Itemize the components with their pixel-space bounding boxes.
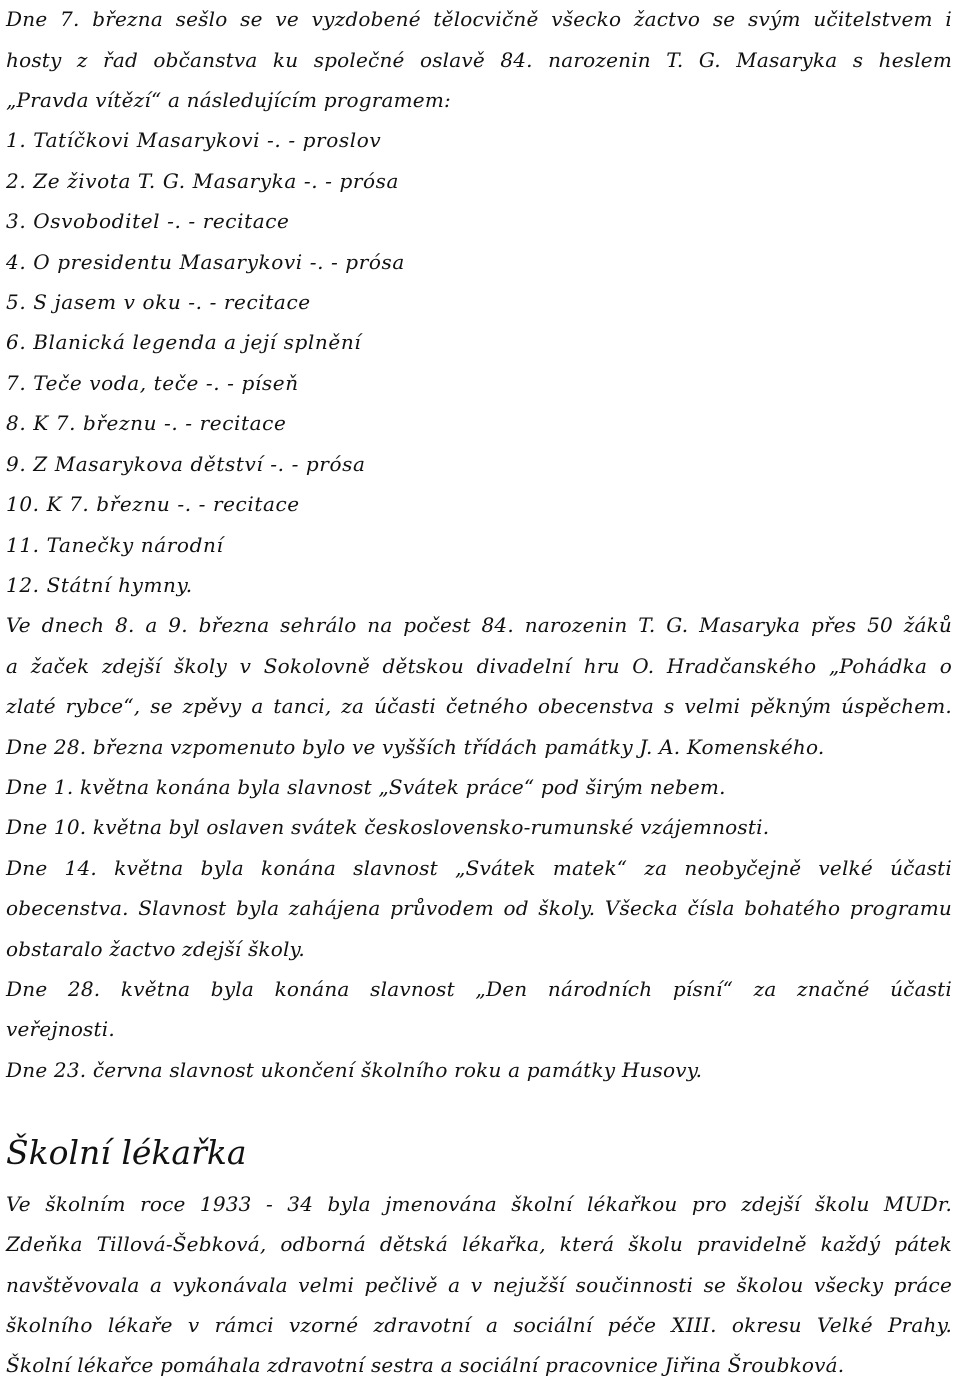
text-line: hosty z řad občanstva ku společné oslavě 84. narozenin T. G. Masaryka s heslem <box>6 48 952 72</box>
text-line: a žaček zdejší školy v Sokolovně dětskou divadelní hru O. Hradčanského „Pohádka o <box>6 654 952 678</box>
text-line: Dne 28. května byla konána slavnost „Den národních písní“ za značné účasti <box>6 977 952 1001</box>
text-line: zlaté rybce“, se zpěvy a tanci, za účasti četného obecenstva s velmi pěkným úspěchem. <box>6 694 952 718</box>
text-line: Dne 10. května byl oslaven svátek československo-rumunské vzájemnosti. <box>6 815 770 839</box>
text-line: Dne 23. června slavnost ukončení školního roku a památky Husovy. <box>6 1058 703 1082</box>
program-item: 2. Ze života T. G. Masaryka -. - prósa <box>6 169 400 193</box>
text-line: obecenstva. Slavnost byla zahájena průvodem od školy. Všecka čísla bohatého programu <box>6 896 952 920</box>
program-item: 5. S jasem v oku -. - recitace <box>6 290 311 314</box>
text-line: veřejnosti. <box>6 1017 115 1041</box>
program-item: 9. Z Masarykova dětství -. - prósa <box>6 452 366 476</box>
text-line: obstaralo žactvo zdejší školy. <box>6 937 305 961</box>
program-item: 3. Osvoboditel -. - recitace <box>6 209 290 233</box>
text-line: navštěvovala a vykonávala velmi pečlivě a v nejužší součinnosti se školou všecky práce <box>6 1273 952 1297</box>
text-line: Školní lékařce pomáhala zdravotní sestra a sociální pracovnice Jiřina Šroubková. <box>6 1353 845 1377</box>
text-line: Zdeňka Tillová-Šebková, odborná dětská lékařka, která školu pravidelně každý pátek <box>6 1232 952 1256</box>
program-item: 7. Teče voda, teče -. - píseň <box>6 371 299 395</box>
program-item: 8. K 7. březnu -. - recitace <box>6 411 287 435</box>
section-heading: Školní lékařka <box>6 1133 247 1172</box>
program-item: 12. Státní hymny. <box>6 573 193 597</box>
text-line: Ve školním roce 1933 - 34 byla jmenována školní lékařkou pro zdejší školu MUDr. <box>6 1192 952 1216</box>
text-line: Ve dnech 8. a 9. března sehrálo na počest 84. narozenin T. G. Masaryka přes 50 žáků <box>6 613 952 637</box>
text-line: Dne 14. května byla konána slavnost „Svátek matek“ za neobyčejně velké účasti <box>6 856 952 880</box>
program-item: 10. K 7. březnu -. - recitace <box>6 492 300 516</box>
text-line: školního lékaře v rámci vzorné zdravotní a sociální péče XIII. okresu Velké Prahy. <box>6 1313 952 1337</box>
program-item: 1. Tatíčkovi Masarykovi -. - proslov <box>6 128 382 152</box>
program-item: 4. O presidentu Masarykovi -. - prósa <box>6 250 405 274</box>
text-line: „Pravda vítězí“ a následujícím programem: <box>6 88 451 112</box>
program-item: 11. Tanečky národní <box>6 533 224 557</box>
text-line: Dne 7. března sešlo se ve vyzdobené tělocvičně všecko žactvo se svým učitelstvem i <box>6 7 952 31</box>
text-line: Dne 1. května konána byla slavnost „Svátek práce“ pod širým nebem. <box>6 775 726 799</box>
program-item: 6. Blanická legenda a její splnění <box>6 330 362 354</box>
text-line: Dne 28. března vzpomenuto bylo ve vyšších třídách památky J. A. Komenského. <box>6 735 825 759</box>
